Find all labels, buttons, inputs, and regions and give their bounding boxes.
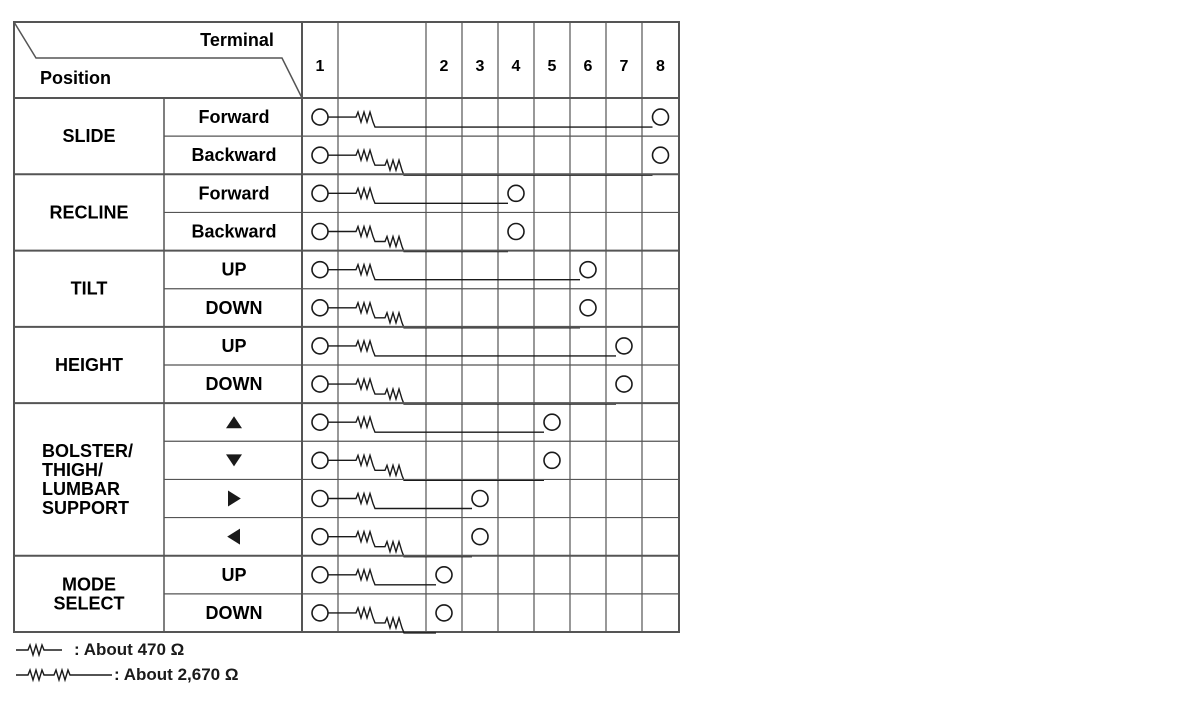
- terminal-4-contact: [508, 185, 524, 201]
- row-label-backward: Backward: [191, 221, 277, 242]
- terminal-number-2: 2: [439, 58, 449, 75]
- terminal-8-contact: [653, 109, 669, 125]
- down-triangle-icon: [226, 454, 242, 466]
- terminal-header: Terminal: [200, 30, 274, 50]
- resistor-470-line: [328, 188, 508, 203]
- terminal-number-5: 5: [547, 58, 557, 75]
- terminal-7-contact: [616, 376, 632, 392]
- resistor-2670-line: [328, 532, 472, 557]
- row-label-down: DOWN: [205, 297, 263, 318]
- resistor-470-line: [328, 265, 580, 280]
- terminal-1-contact: [312, 414, 328, 430]
- group-name-modeselect: SELECT: [53, 593, 125, 614]
- row-label-down: DOWN: [205, 602, 263, 623]
- terminal-3-contact: [472, 529, 488, 545]
- terminal-6-contact: [580, 262, 596, 278]
- group-name-bolsterthighlumbarsupport: BOLSTER/: [42, 440, 134, 461]
- terminal-1-contact: [312, 452, 328, 468]
- terminal-number-7: 7: [619, 58, 629, 75]
- terminal-1-contact: [312, 109, 328, 125]
- row-label-up: UP: [221, 259, 247, 280]
- terminal-2-contact: [436, 605, 452, 621]
- group-name-bolsterthighlumbarsupport: LUMBAR: [42, 478, 120, 499]
- resistor-symbol-single: [14, 640, 74, 660]
- row-label-up: UP: [221, 335, 247, 356]
- resistor-2670-line: [328, 150, 653, 175]
- terminal-number-4: 4: [511, 58, 521, 75]
- terminal-3-contact: [472, 491, 488, 507]
- terminal-6-contact: [580, 300, 596, 316]
- left-triangle-icon: [227, 529, 240, 545]
- terminal-1-contact: [312, 376, 328, 392]
- group-name-modeselect: MODE: [62, 574, 116, 595]
- position-header: Position: [40, 68, 111, 88]
- row-label-forward: Forward: [198, 107, 270, 128]
- legend-2670-text: : About 2,670 Ω: [114, 665, 239, 684]
- terminal-number-3: 3: [475, 58, 485, 75]
- group-name-tilt: TILT: [70, 278, 108, 299]
- terminal-number-6: 6: [583, 58, 593, 75]
- resistor-symbol-double: [14, 665, 114, 685]
- terminal-number-1: 1: [315, 58, 325, 75]
- resistor-2670-line: [328, 227, 508, 252]
- resistor-2670-line: [328, 379, 616, 404]
- group-name-recline: RECLINE: [49, 202, 129, 223]
- resistor-470-line: [328, 341, 616, 356]
- group-name-bolsterthighlumbarsupport: THIGH/: [42, 459, 103, 480]
- terminal-1-contact: [312, 529, 328, 545]
- resistor-470-line: [328, 417, 544, 432]
- terminal-1-contact: [312, 147, 328, 163]
- legend-2670: [14, 665, 238, 685]
- legend-470: [14, 640, 184, 660]
- group-name-slide: SLIDE: [62, 126, 116, 147]
- terminal-1-contact: [312, 262, 328, 278]
- row-label-forward: Forward: [198, 183, 270, 204]
- terminal-1-contact: [312, 185, 328, 201]
- group-name-height: HEIGHT: [54, 355, 124, 375]
- row-label-down: DOWN: [205, 374, 263, 395]
- resistor-470-line: [328, 494, 472, 509]
- row-label-backward: Backward: [191, 145, 277, 166]
- terminal-1-contact: [312, 338, 328, 354]
- terminal-5-contact: [544, 452, 560, 468]
- terminal-8-contact: [653, 147, 669, 163]
- terminal-1-contact: [312, 567, 328, 583]
- terminal-1-contact: [312, 224, 328, 240]
- group-name-bolsterthighlumbarsupport: SUPPORT: [42, 497, 130, 518]
- resistor-470-line: [328, 112, 653, 127]
- terminal-7-contact: [616, 338, 632, 354]
- terminal-1-contact: [312, 605, 328, 621]
- right-triangle-icon: [228, 491, 241, 507]
- row-label-up: UP: [221, 564, 247, 585]
- terminal-1-contact: [312, 300, 328, 316]
- up-triangle-icon: [226, 416, 242, 428]
- resistor-2670-line: [328, 455, 544, 480]
- resistor-2670-line: [328, 608, 436, 633]
- terminal-number-8: 8: [656, 58, 665, 75]
- terminal-2-contact: [436, 567, 452, 583]
- terminal-5-contact: [544, 414, 560, 430]
- terminal-1-contact: [312, 491, 328, 507]
- terminal-4-contact: [508, 224, 524, 240]
- resistor-470-line: [328, 570, 436, 585]
- resistor-2670-line: [328, 303, 580, 328]
- legend-470-text: : About 470 Ω: [74, 640, 185, 659]
